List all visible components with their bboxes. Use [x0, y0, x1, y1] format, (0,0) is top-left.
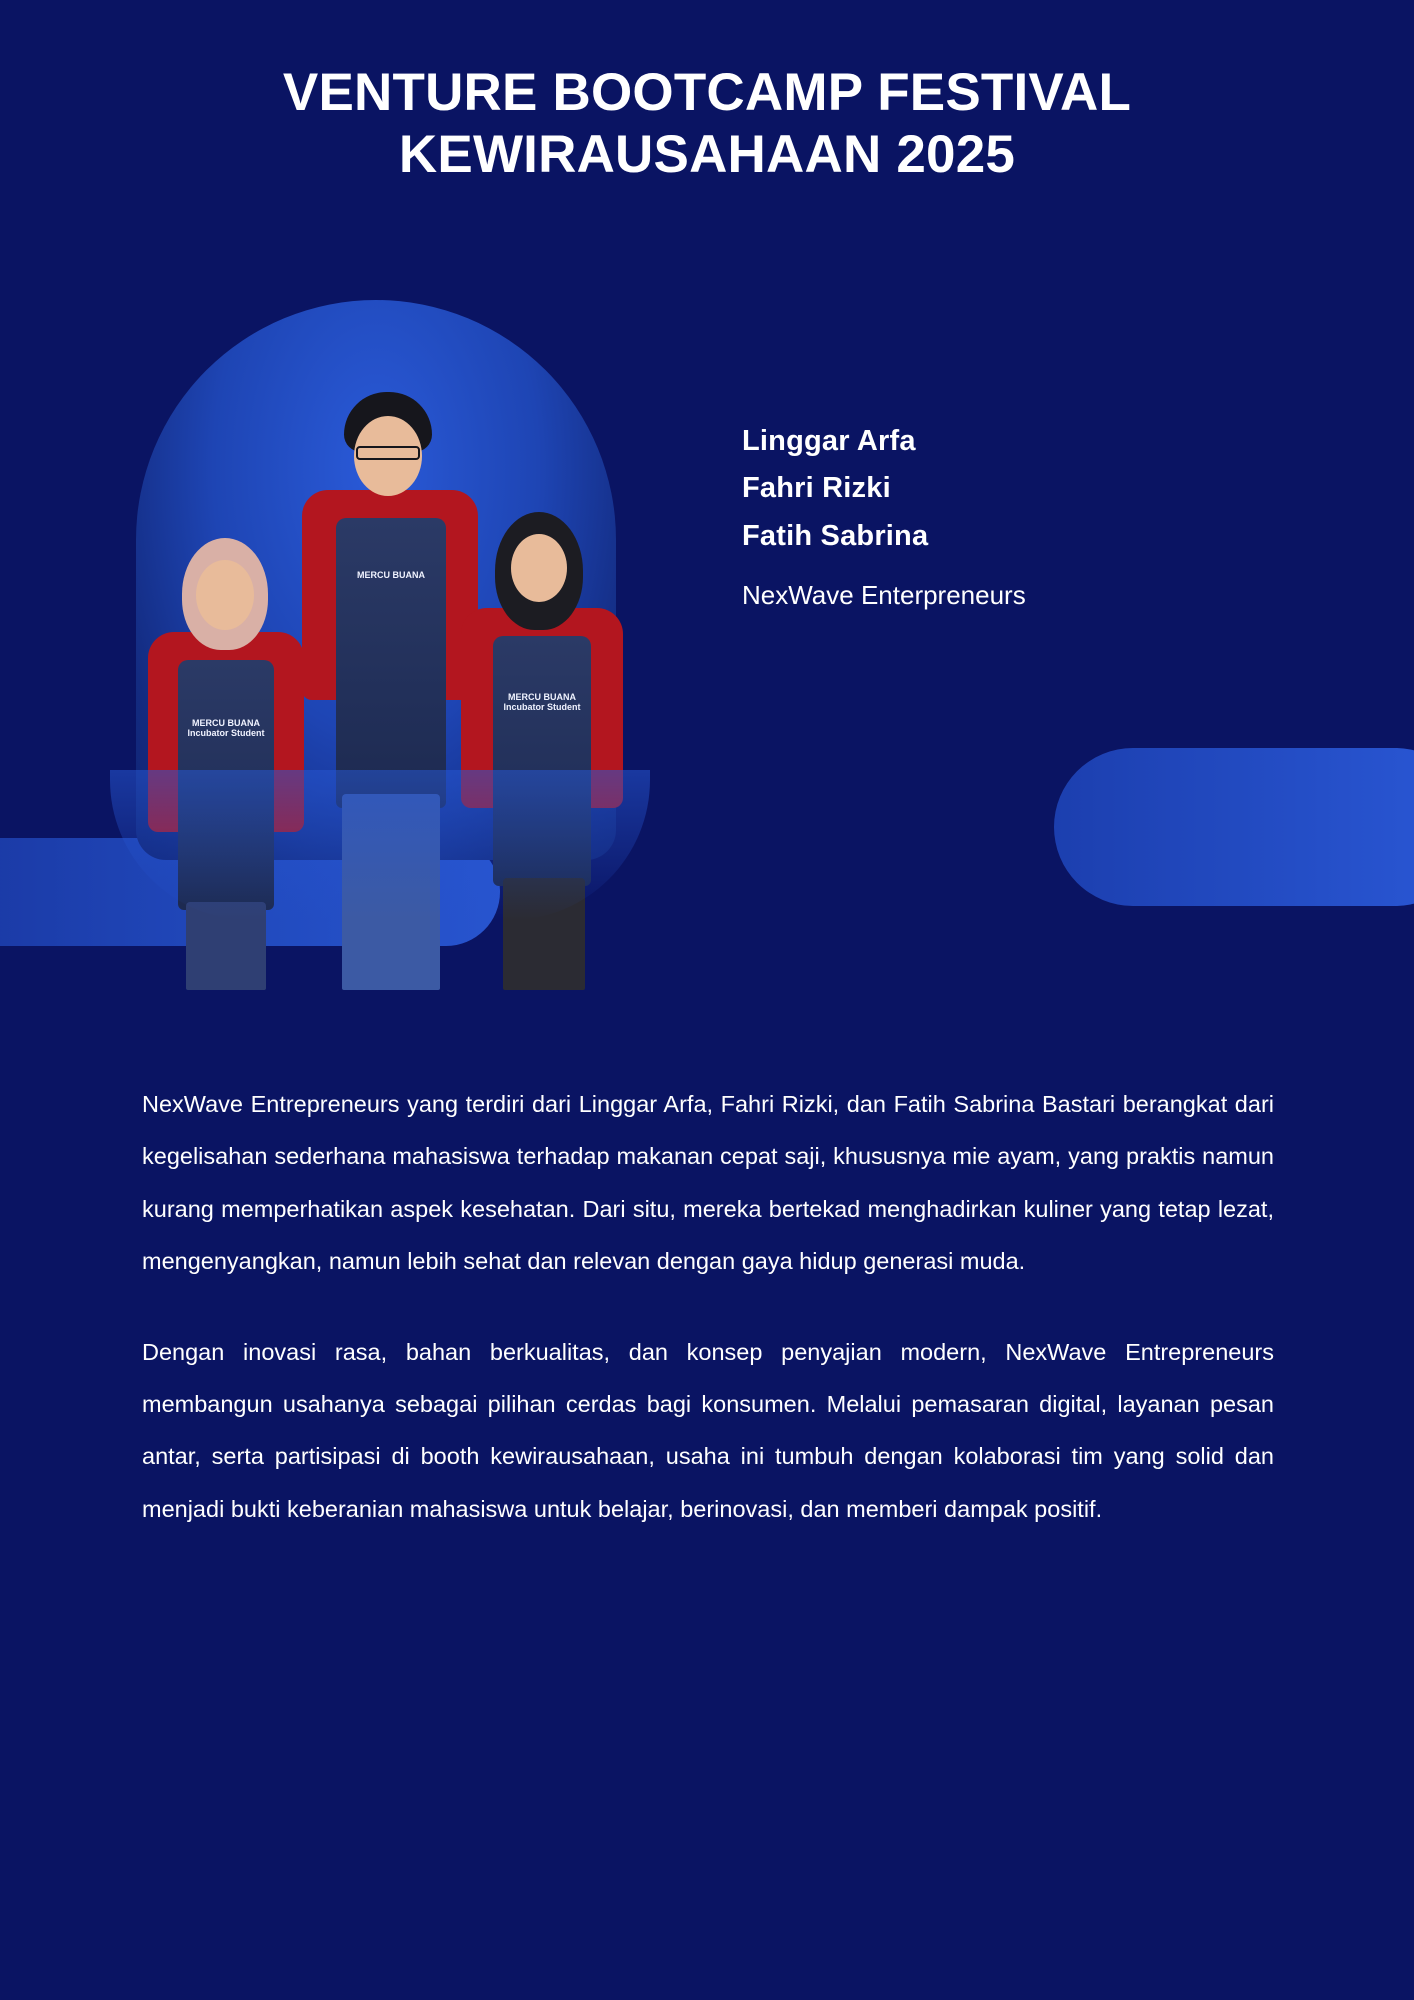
page-title: VENTURE BOOTCAMP FESTIVAL KEWIRAUSAHAAN 2025	[282, 63, 1132, 184]
member-names-block	[742, 418, 1262, 611]
member-name-3: Fatih Sabrina	[742, 519, 929, 552]
photo-fade-overlay	[110, 770, 650, 920]
face-shape	[196, 560, 254, 630]
decorative-right-bar	[1054, 748, 1414, 906]
team-name: NexWave Enterpreneurs	[742, 579, 1026, 610]
glasses-icon	[356, 446, 420, 460]
paragraph-2: Dengan inovasi rasa, bahan berkualitas, dan konsep penyajian modern, NexWave Entrepreneurs membangun usahanya sebagai pilihan cerdas bagi konsumen. Melalui pemasaran digital, layanan pesan antar, serta partisipasi di booth kewirausahaan, usaha ini tumbuh dengan kolaborasi tim yang solid dan menjadi bukti keberanian mahasiswa untuk belajar, berinovasi, dan memberi dampak positif.	[142, 1338, 1274, 1522]
apron-shape	[336, 518, 446, 808]
apron-label: MERCU BUANA Incubator Student	[503, 692, 581, 713]
apron-label: MERCU BUANA Incubator Student	[187, 718, 265, 739]
body-text	[142, 1078, 1274, 1535]
paragraph-1: NexWave Entrepreneurs yang terdiri dari Linggar Arfa, Fahri Rizki, dan Fatih Sabrina Bastari berangkat dari kegelisahan sederhana mahasiswa terhadap makanan cepat saji, khususnya mie ayam, yang praktis namun kurang memperhatikan aspek kesehatan. Dari situ, mereka bertekad menghadirkan kuliner yang tetap lezat, mengenyangkan, namun lebih sehat dan relevan dengan gaya hidup generasi muda.	[142, 1091, 1274, 1275]
apron-label: MERCU BUANA	[357, 570, 425, 580]
member-name-2: Fahri Rizki	[742, 472, 891, 505]
team-photo	[120, 300, 640, 990]
member-name-1: Linggar Arfa	[742, 425, 916, 457]
face-shape	[511, 534, 567, 602]
